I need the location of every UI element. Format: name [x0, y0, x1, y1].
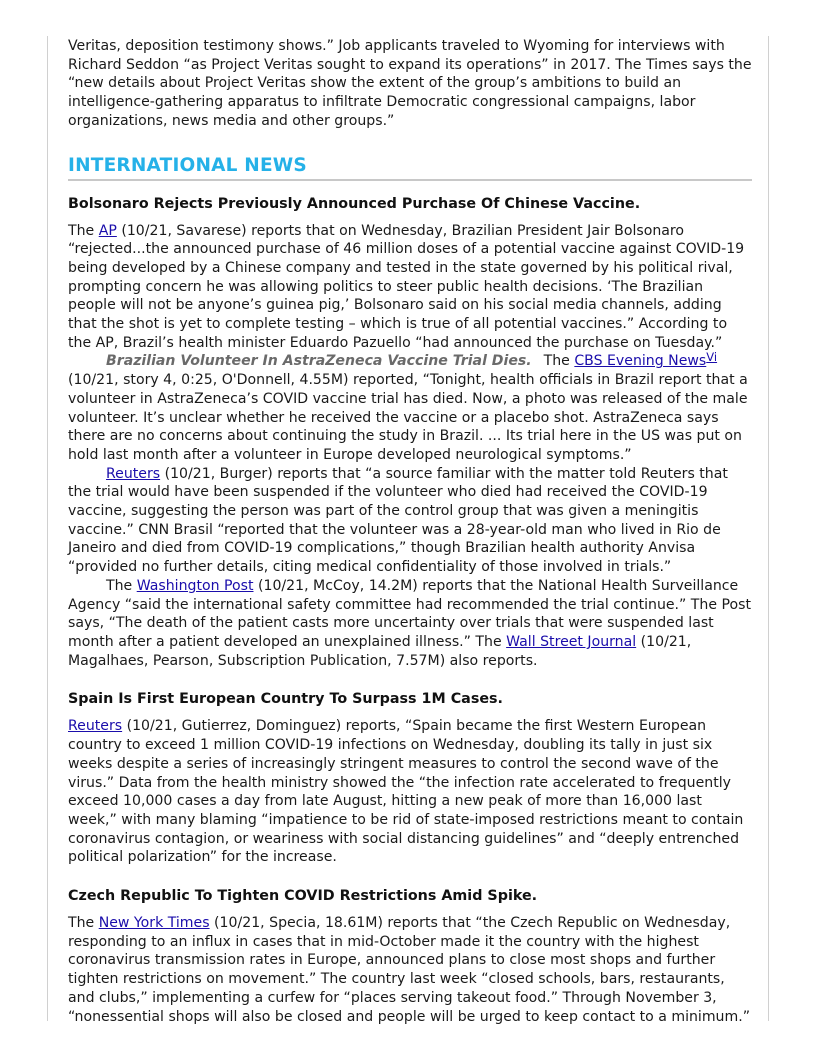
source-link-washington-post[interactable]: Washington Post	[136, 577, 254, 594]
story-paragraph: The New York Times (10/21, Specia, 18.61M) reports that “the Czech Republic on Wednesday, responding to an influx in cases that in mid-October made it the country with the highest coronavirus transmission rates in Europe, announced plans to close most shops and further tighten restrictions on movement.” The country last week “closed schools, bars, restaurants, and clubs,” implementing a curfew for “places serving takeout food.” Through November 3, “nonessential shops will also be closed and people will be urged to keep contact to a minimum.”	[68, 915, 751, 1025]
intro-paragraph: Veritas, deposition testimony shows.” Job applicants traveled to Wyoming for interviews with Richard Seddon “as Project Veritas sought to expand its operations” in 2017. The Times says the “new details about Project Veritas show the extent of the group’s ambitions to build an intelligence-gathering apparatus to infiltrate Democratic congressional campaigns, labor organizations, news media and other groups.”	[68, 38, 752, 129]
story-paragraph: The Washington Post (10/21, McCoy, 14.2M) reports that the National Health Surveillance Agency “said the international safety committee had recommended the trial continue.” The Post says, “The death of the patient casts more uncertainty over trials that were suspended last month after a patient developed an unexplained illness.” The Wall Street Journal (10/21, Magalhaes, Pearson, Subscription Publication, 7.57M) also reports.	[68, 577, 751, 669]
story-paragraph: The AP (10/21, Savarese) reports that on Wednesday, Brazilian President Jair Bolsonaro “rejected...the announced purchase of 46 million doses of a potential vaccine against COVID-19 being developed by a Chinese company and tested in the state governed by his political rival, prompting concern he was allowing politics to steer public health decisions. ‘The Brazilian people will not be anyone’s guinea pig,’ Bolsonaro said on his social media channels, adding that the shot is yet to complete testing – which is true of all potential vaccines.” According to the AP, Brazil’s health minister Eduardo Pazuello “had announced the purchase on Tuesday.”	[68, 222, 745, 351]
story-paragraph: Reuters (10/21, Gutierrez, Dominguez) reports, “Spain became the first Western European country to exceed 1 million COVID-19 infections on Wednesday, doubling its tally in just six weeks despite a series of increasingly stringent measures to control the second wave of the virus.” Data from the health ministry showed the “the infection rate accelerated to frequently exceed 10,000 cases a day from late August, hitting a new peak of more than 16,000 last week,” with many blaming “impatience to be rid of state-imposed restrictions meant to contain coronavirus contagion, or weariness with social distancing guidelines” and “deeply entrenched political polarization” for the increase.	[68, 718, 744, 866]
source-link-wall-street-journal[interactable]: Wall Street Journal	[506, 633, 637, 650]
subheadline: Brazilian Volunteer In AstraZeneca Vaccine Trial Dies.	[106, 353, 532, 370]
source-link-cbs-evening-news[interactable]: CBS Evening News	[574, 353, 707, 370]
source-link-reuters[interactable]: Reuters	[68, 718, 123, 735]
right-margin-rule	[768, 36, 769, 1021]
story-headline-spain: Spain Is First European Country To Surpass 1M Cases.	[68, 691, 503, 708]
story-paragraph: Reuters (10/21, Burger) reports that “a source familiar with the matter told Reuters that the trial would have been suspended if the volunteer who died had received the COVID-19 vaccine, suggesting the person was part of the control group that was given a meningitis vaccine.” CNN Brasil “reported that the volunteer was a 28-year-old man who lived in Rio de Janeiro and died from COVID-19 complications,” though Brazilian health authority Anvisa “provided no further details, citing medical confidentiality of those involved in trials.”	[68, 465, 728, 576]
source-link-ap[interactable]: AP	[98, 222, 117, 239]
story-headline-czech: Czech Republic To Tighten COVID Restrictions Amid Spike.	[68, 888, 538, 905]
newsletter-page	[68, 37, 752, 1026]
source-link-new-york-times[interactable]: New York Times	[98, 915, 210, 932]
story-paragraph: Brazilian Volunteer In AstraZeneca Vaccine Trial Dies. The CBS Evening News$^{Vi}$ (10/21, story 4, 0:25, O'Donnell, 4.55M) reported, “Tonight, health officials in Brazil report that a volunteer in AstraZeneca’s COVID vaccine trial has died. Now, a photo was released of the male volunteer. It’s unclear whether he received the vaccine or a placebo shot. AstraZeneca says there are no concerns about continuing the study in Brazil. ... Its trial here in the US was put on hold last month after a volunteer in Europe developed neurological symptoms.”	[68, 350, 748, 463]
section-title: INTERNATIONAL NEWS	[68, 154, 752, 181]
left-margin-rule	[47, 36, 48, 1021]
video-link[interactable]: Vi	[706, 350, 718, 365]
story-headline-bolsonaro: Bolsonaro Rejects Previously Announced Purchase Of Chinese Vaccine.	[68, 195, 641, 212]
source-link-reuters[interactable]: Reuters	[106, 465, 161, 482]
